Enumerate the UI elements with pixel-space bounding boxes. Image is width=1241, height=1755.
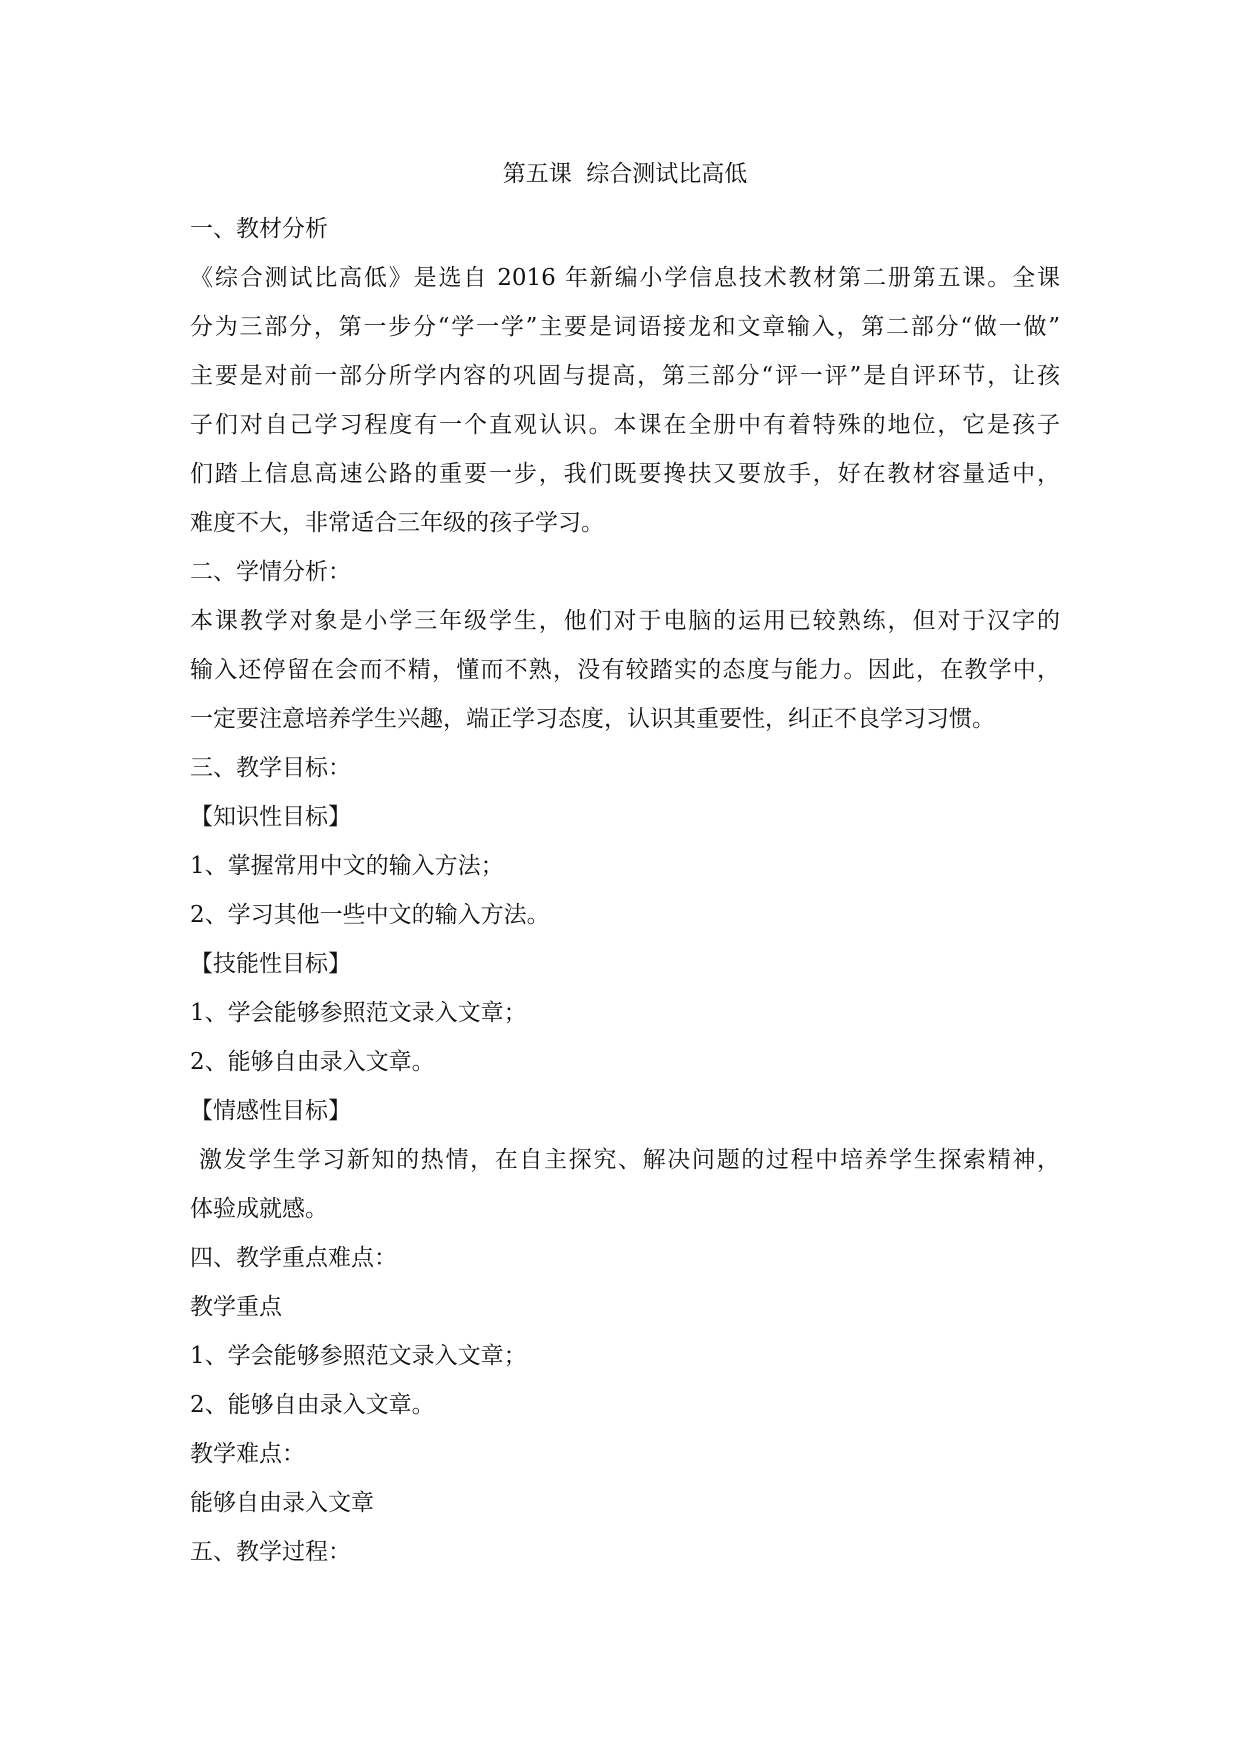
list-item: 1、学会能够参照范文录入文章； <box>190 1000 527 1026</box>
paragraph-line: 激发学生学习新知的热情，在自主探究、解决问题的过程中培养学生探索精神， <box>190 1147 1060 1173</box>
section-heading-textbook-analysis: 一、教材分析 <box>190 216 328 242</box>
paragraph-line: 《综合测试比高低》是选自 2016 年新编小学信息技术教材第二册第五课。全课 <box>190 265 1060 291</box>
paragraph-line: 一定要注意培养学生兴趣，端正学习态度，认识其重要性，纠正不良学习习惯。 <box>190 706 995 732</box>
paragraph-line: 主要是对前一部分所学内容的巩固与提高，第三部分“评一评”是自评环节，让孩 <box>190 363 1060 389</box>
paragraph-line: 体验成就感。 <box>190 1196 328 1222</box>
section-heading-learner-analysis: 二、学情分析： <box>190 559 351 585</box>
document-body <box>190 156 1060 1577</box>
paragraph-line: 能够自由录入文章 <box>190 1490 374 1516</box>
subheading-emotional-goals: 【情感性目标】 <box>190 1098 351 1124</box>
paragraph-line: 子们对自己学习程度有一个直观认识。本课在全册中有着特殊的地位，它是孩子 <box>190 412 1060 438</box>
paragraph-line: 本课教学对象是小学三年级学生，他们对于电脑的运用已较熟练，但对于汉字的 <box>190 608 1060 634</box>
list-item: 2、能够自由录入文章。 <box>190 1049 435 1075</box>
list-item: 2、能够自由录入文章。 <box>190 1392 435 1418</box>
paragraph-line: 难度不大，非常适合三年级的孩子学习。 <box>190 510 604 536</box>
subheading-difficult-point: 教学难点： <box>190 1441 305 1467</box>
subheading-knowledge-goals: 【知识性目标】 <box>190 804 351 830</box>
list-item: 2、学习其他一些中文的输入方法。 <box>190 902 550 928</box>
section-heading-key-points: 四、教学重点难点： <box>190 1245 397 1271</box>
section-heading-teaching-process: 五、教学过程： <box>190 1539 351 1565</box>
document-title: 第五课 综合测试比高低 <box>502 161 748 187</box>
list-item: 1、学会能够参照范文录入文章； <box>190 1343 527 1369</box>
paragraph-line: 分为三部分，第一步分“学一学”主要是词语接龙和文章输入，第二部分“做一做” <box>190 314 1060 340</box>
subheading-key-point: 教学重点 <box>190 1294 282 1320</box>
subheading-skill-goals: 【技能性目标】 <box>190 951 351 977</box>
paragraph-line: 们踏上信息高速公路的重要一步，我们既要搀扶又要放手，好在教材容量适中， <box>190 461 1060 487</box>
section-heading-teaching-goals: 三、教学目标： <box>190 755 351 781</box>
paragraph-line: 输入还停留在会而不精，懂而不熟，没有较踏实的态度与能力。因此，在教学中， <box>190 657 1060 683</box>
list-item: 1、掌握常用中文的输入方法； <box>190 853 504 879</box>
